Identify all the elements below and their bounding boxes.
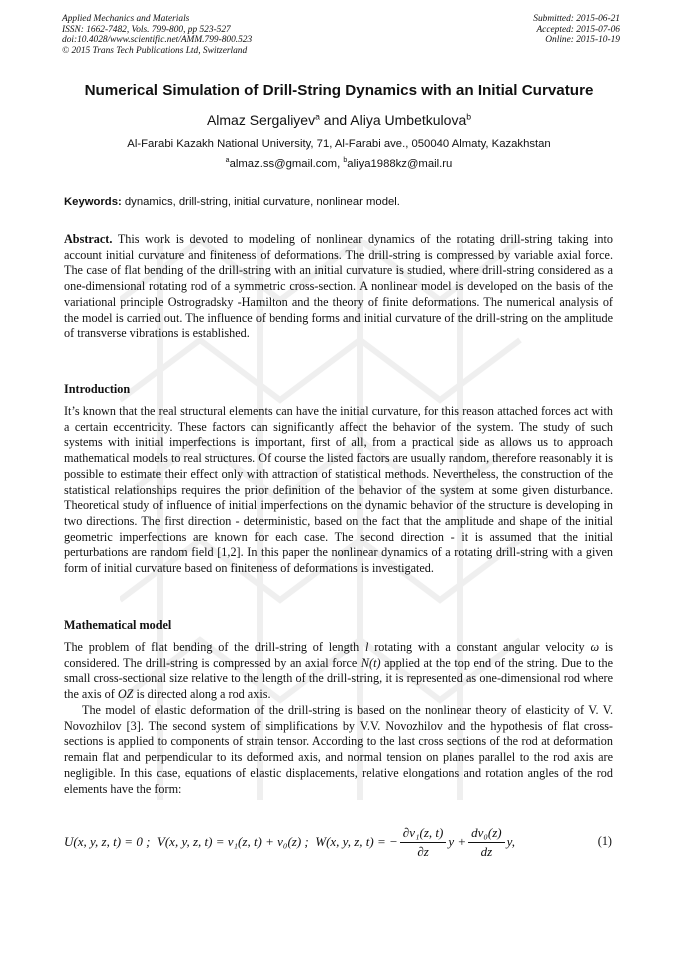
introduction-heading: Introduction	[64, 382, 131, 396]
abstract-label: Abstract.	[64, 232, 113, 246]
keywords	[64, 196, 616, 208]
eq-frac2-denominator: dz	[480, 843, 493, 859]
keywords-label: Keywords:	[64, 196, 122, 208]
eq-frac1-numerator: ∂v₁(z, t)	[400, 825, 447, 843]
equation-number: (1)	[597, 834, 612, 848]
eq-v-term: V(x, y, z, t) = v₁(z, t) + v₀(z) ;	[156, 834, 309, 849]
equation-1-formula	[64, 818, 515, 866]
abstract-text: This work is devoted to modeling of nonlinear dynamics of the rotating drill-string taking into account initial curvature and finiteness of deformations. The drill-string is compressed by variable axial force. The case of flat bending of the drill-string with an initial curvature is studied, where drill-string considered as a one-dimensional rotating rod of a symmetric cross-section. A nonlinear model is developed on the basis of the variational principle Ostrogradsky -Hamilton and the theory of finite deformations. The numerical analysis of the model is carried out. The influence of bending forms and initial curvature of the drill-string on the amplitude of transverse vibrations is established.	[64, 232, 613, 341]
author-1: Almaz Sergaliyev	[206, 112, 316, 128]
symbol-axial-force: N(t)	[360, 655, 381, 670]
author-line	[30, 112, 648, 128]
eq-frac1-denominator: ∂z	[417, 843, 429, 859]
eq-w-lhs: W(x, y, z, t) = −	[315, 834, 398, 849]
journal-copyright: © 2015 Trans Tech Publications Ltd, Switzerland	[62, 45, 248, 56]
abstract	[64, 232, 613, 342]
journal-name: Applied Mechanics and Materials	[62, 14, 190, 24]
model-p1-part-b: rotating with a constant angular velocity	[368, 640, 591, 654]
keywords-text: dynamics, drill-string, initial curvature, nonlinear model.	[121, 196, 400, 208]
submission-dates	[533, 14, 620, 46]
author-1-sup: a	[315, 111, 320, 122]
eq-tail-term: y,	[506, 834, 515, 849]
journal-info	[62, 14, 252, 56]
paper-title: Numerical Simulation of Drill-String Dynamics with an Initial Curvature	[84, 82, 594, 99]
symbol-length: l	[365, 640, 369, 654]
symbol-oz-axis: OZ	[117, 687, 134, 702]
email-line	[30, 158, 648, 170]
model-heading: Mathematical model	[64, 618, 172, 632]
equation-1	[64, 818, 618, 866]
email-1[interactable]: almaz.ss@gmail.com	[229, 158, 338, 170]
journal-doi: doi:10.4028/www.scientific.net/AMM.799-800.523	[62, 35, 253, 46]
online-date: Online: 2015-10-19	[545, 35, 620, 46]
author-and: and	[319, 112, 351, 128]
author-2: Aliya Umbetkulova	[350, 112, 467, 128]
eq-frac2-numerator: dv₀(z)	[468, 825, 505, 843]
model-paragraph-2: The model of elastic deformation of the drill-string is based on the nonlinear theory of elasticity of V. V. Novozhilov [3]. The second system of simplifications by V.V. Novozhilov and the hypothesis of flat cross-sections is applied to components of strain tensor. According to the last cross sections of the rod at deformation remain flat and perpendicular to its deformed axis, and normal tension on planes parallel to the rod axis are negligible. In this case, equations of elastic displacements, relative elongations and rotation angles of the rod elements have the form:	[64, 703, 613, 796]
model-p1-part-a: The problem of flat bending of the drill-string of length	[64, 640, 366, 654]
eq-u-term: U(x, y, z, t) = 0 ;	[64, 834, 151, 849]
accepted-date: Accepted: 2015-07-06	[536, 24, 620, 35]
submitted-date: Submitted: 2015-06-21	[533, 14, 620, 24]
email-2[interactable]: aliya1988kz@mail.ru	[347, 158, 453, 170]
email-separator: ,	[337, 158, 344, 170]
symbol-omega: ω	[590, 640, 600, 654]
model-p1-part-d: applied at the top end of the string. Due to the small cross-sectional size relative to the length of the drill-string, it is represented as one-dimensional rod where the axis of	[64, 655, 613, 702]
author-2-sup: b	[466, 111, 472, 122]
journal-issn: ISSN: 1662-7482, Vols. 799-800, pp 523-527	[62, 24, 231, 35]
email-2-sup: b	[343, 157, 348, 165]
eq-mid-term: y +	[448, 834, 467, 849]
model-p1-part-e: is directed along a rod axis.	[133, 687, 271, 702]
introduction-text: It’s known that the real structural elements can have the initial curvature, for this reason attached forces act with a certain eccentricity. These factors can significantly affect the behavior of the system. The study of such systems with initial imperfections is important, first of all, from a practical side as allows us to approach mathematical models to real structures. Of course the listed factors are usually random, therefore reasonably it is possible to estimate their effect only with attraction of statistical methods. Nevertheless, the construction of the statistical relationships requires the prior definition of the behavior of the system at some given disturbance. Theoretical study of influence of initial imperfections on the dynamic behavior of the structure is developing in two directions. The first direction - deterministic, based on the fact that the amplitude and shape of the initial geometric imperfections are known for each case. The second direction - it is assumed that the initial perturbations are random field [1,2]. In this paper the nonlinear dynamics of a rotating drill-string with a given form of initial curvature based on finiteness of deformations is investigated.	[64, 404, 613, 576]
email-1-sup: a	[225, 157, 230, 165]
model-paragraph-1	[64, 640, 613, 703]
affiliation: Al-Farabi Kazakh National University, 71, Al-Farabi ave., 050040 Almaty, Kazakhstan	[127, 138, 551, 150]
eq-fraction-2	[468, 825, 505, 860]
model-p1-part-c: is considered. The drill-string is compressed by an axial force	[64, 640, 613, 670]
eq-fraction-1	[400, 825, 447, 860]
